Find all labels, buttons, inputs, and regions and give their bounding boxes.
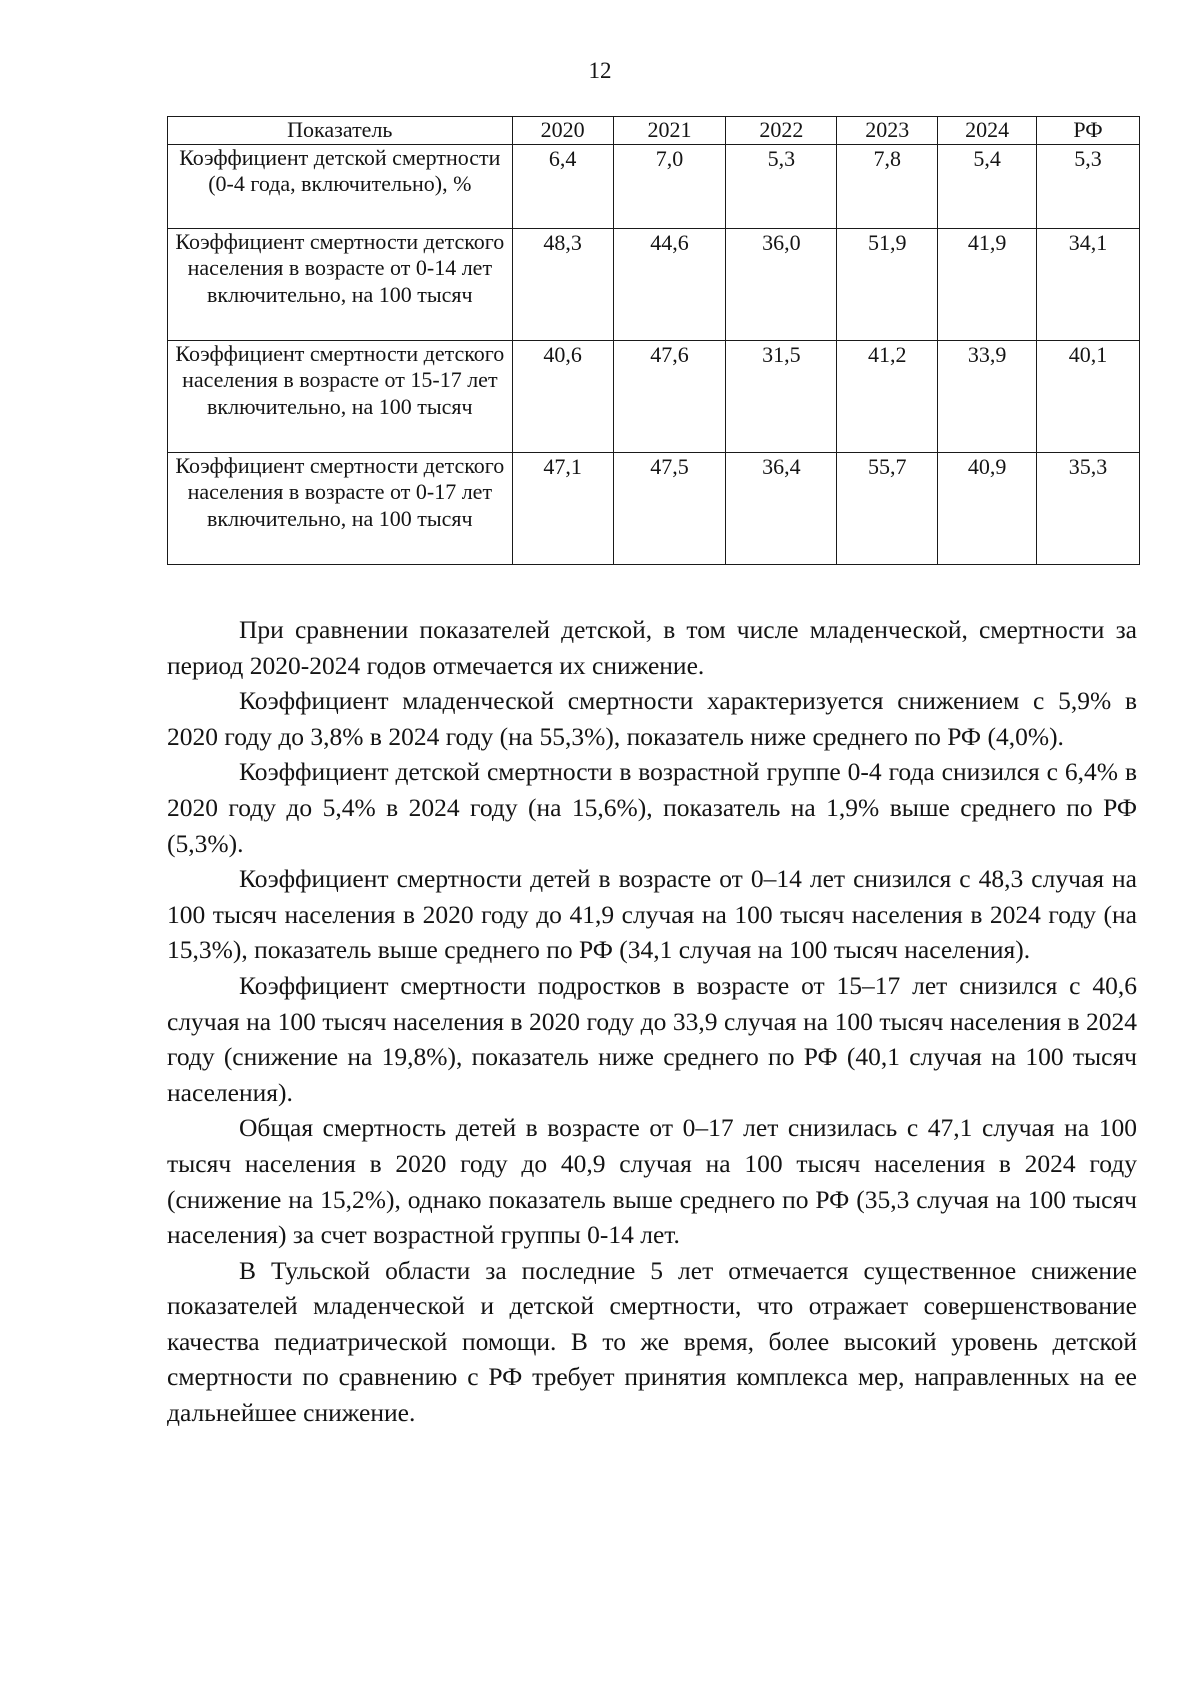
paragraph: Коэффициент смертности подростков в возрасте от 15–17 лет снизился с 40,6 случая на 100 тысяч населения в 2020 году до 33,9 случая на 100 тысяч населения в 2024 году (снижение на 19,8%), показатель ниже среднего по РФ (40,1 случая на 100 тысяч населения). bbox=[167, 970, 1137, 1107]
table-cell: 55,7 bbox=[837, 452, 938, 564]
table-cell: 40,9 bbox=[938, 452, 1037, 564]
row-label: Коэффициент смертности детского населения в возрасте от 15-17 лет включительно, на 100 тысяч bbox=[168, 340, 513, 452]
table-cell: 5,3 bbox=[1037, 144, 1140, 228]
mortality-table bbox=[167, 116, 1140, 565]
table-cell: 47,6 bbox=[613, 340, 726, 452]
table-cell: 6,4 bbox=[512, 144, 613, 228]
table-cell: 47,1 bbox=[512, 452, 613, 564]
header-year: 2021 bbox=[613, 117, 726, 145]
table-cell: 41,2 bbox=[837, 340, 938, 452]
table-cell: 35,3 bbox=[1037, 452, 1140, 564]
header-rf: РФ bbox=[1037, 117, 1140, 145]
table-row bbox=[168, 452, 1140, 564]
table-row bbox=[168, 144, 1140, 228]
header-year: 2020 bbox=[512, 117, 613, 145]
header-indicator: Показатель bbox=[168, 117, 513, 145]
paragraph: Общая смертность детей в возрасте от 0–17 лет снизилась с 47,1 случая на 100 тысяч населения в 2020 году до 40,9 случая на 100 тысяч населения в 2024 году (снижение на 15,2%), однако показатель выше среднего по РФ (35,3 случая на 100 тысяч населения) за счет возрастной группы 0-14 лет. bbox=[167, 1113, 1137, 1250]
table-row bbox=[168, 228, 1140, 340]
header-year: 2023 bbox=[837, 117, 938, 145]
table-cell: 36,0 bbox=[726, 228, 837, 340]
table-cell: 36,4 bbox=[726, 452, 837, 564]
table-cell: 34,1 bbox=[1037, 228, 1140, 340]
paragraph: Коэффициент детской смертности в возрастной группе 0-4 года снизился с 6,4% в 2020 году до 5,4% в 2024 году (на 15,6%), показатель на 1,9% выше среднего по РФ (5,3%). bbox=[167, 757, 1137, 858]
header-year: 2024 bbox=[938, 117, 1037, 145]
table-cell: 5,3 bbox=[726, 144, 837, 228]
paragraph: Коэффициент смертности детей в возрасте от 0–14 лет снизился с 48,3 случая на 100 тысяч населения в 2020 году до 41,9 случая на 100 тысяч населения в 2024 году (на 15,3%), показатель выше среднего по РФ (34,1 случая на 100 тысяч населения). bbox=[167, 864, 1137, 965]
body-text bbox=[167, 612, 1137, 1431]
table-cell: 7,0 bbox=[613, 144, 726, 228]
table-header-row bbox=[168, 117, 1140, 145]
table-cell: 44,6 bbox=[613, 228, 726, 340]
paragraph: При сравнении показателей детской, в том числе младенческой, смертности за период 2020-2024 годов отмечается их снижение. bbox=[167, 615, 1137, 680]
row-label: Коэффициент смертности детского населения в возрасте от 0-14 лет включительно, на 100 тысяч bbox=[168, 228, 513, 340]
paragraph: В Тульской области за последние 5 лет отмечается существенное снижение показателей младенческой и детской смертности, что отражает совершенствование качества педиатрической помощи. В то же время, более высокий уровень детской смертности по сравнению с РФ требует принятия комплекса мер, направленных на ее дальнейшее снижение. bbox=[167, 1255, 1137, 1428]
table-cell: 47,5 bbox=[613, 452, 726, 564]
table-cell: 7,8 bbox=[837, 144, 938, 228]
table-cell: 51,9 bbox=[837, 228, 938, 340]
table-cell: 5,4 bbox=[938, 144, 1037, 228]
table-cell: 40,1 bbox=[1037, 340, 1140, 452]
table-cell: 31,5 bbox=[726, 340, 837, 452]
row-label: Коэффициент смертности детского населения в возрасте от 0-17 лет включительно, на 100 тысяч bbox=[168, 452, 513, 564]
table-cell: 48,3 bbox=[512, 228, 613, 340]
table-cell: 41,9 bbox=[938, 228, 1037, 340]
table-cell: 33,9 bbox=[938, 340, 1037, 452]
row-label: Коэффициент детской смертности (0-4 года, включительно), % bbox=[168, 144, 513, 228]
paragraph: Коэффициент младенческой смертности характеризуется снижением с 5,9% в 2020 году до 3,8% в 2024 году (на 55,3%), показатель ниже среднего по РФ (4,0%). bbox=[167, 686, 1137, 751]
page-number: 12 bbox=[588, 58, 612, 83]
table-cell: 40,6 bbox=[512, 340, 613, 452]
table-row bbox=[168, 340, 1140, 452]
header-year: 2022 bbox=[726, 117, 837, 145]
